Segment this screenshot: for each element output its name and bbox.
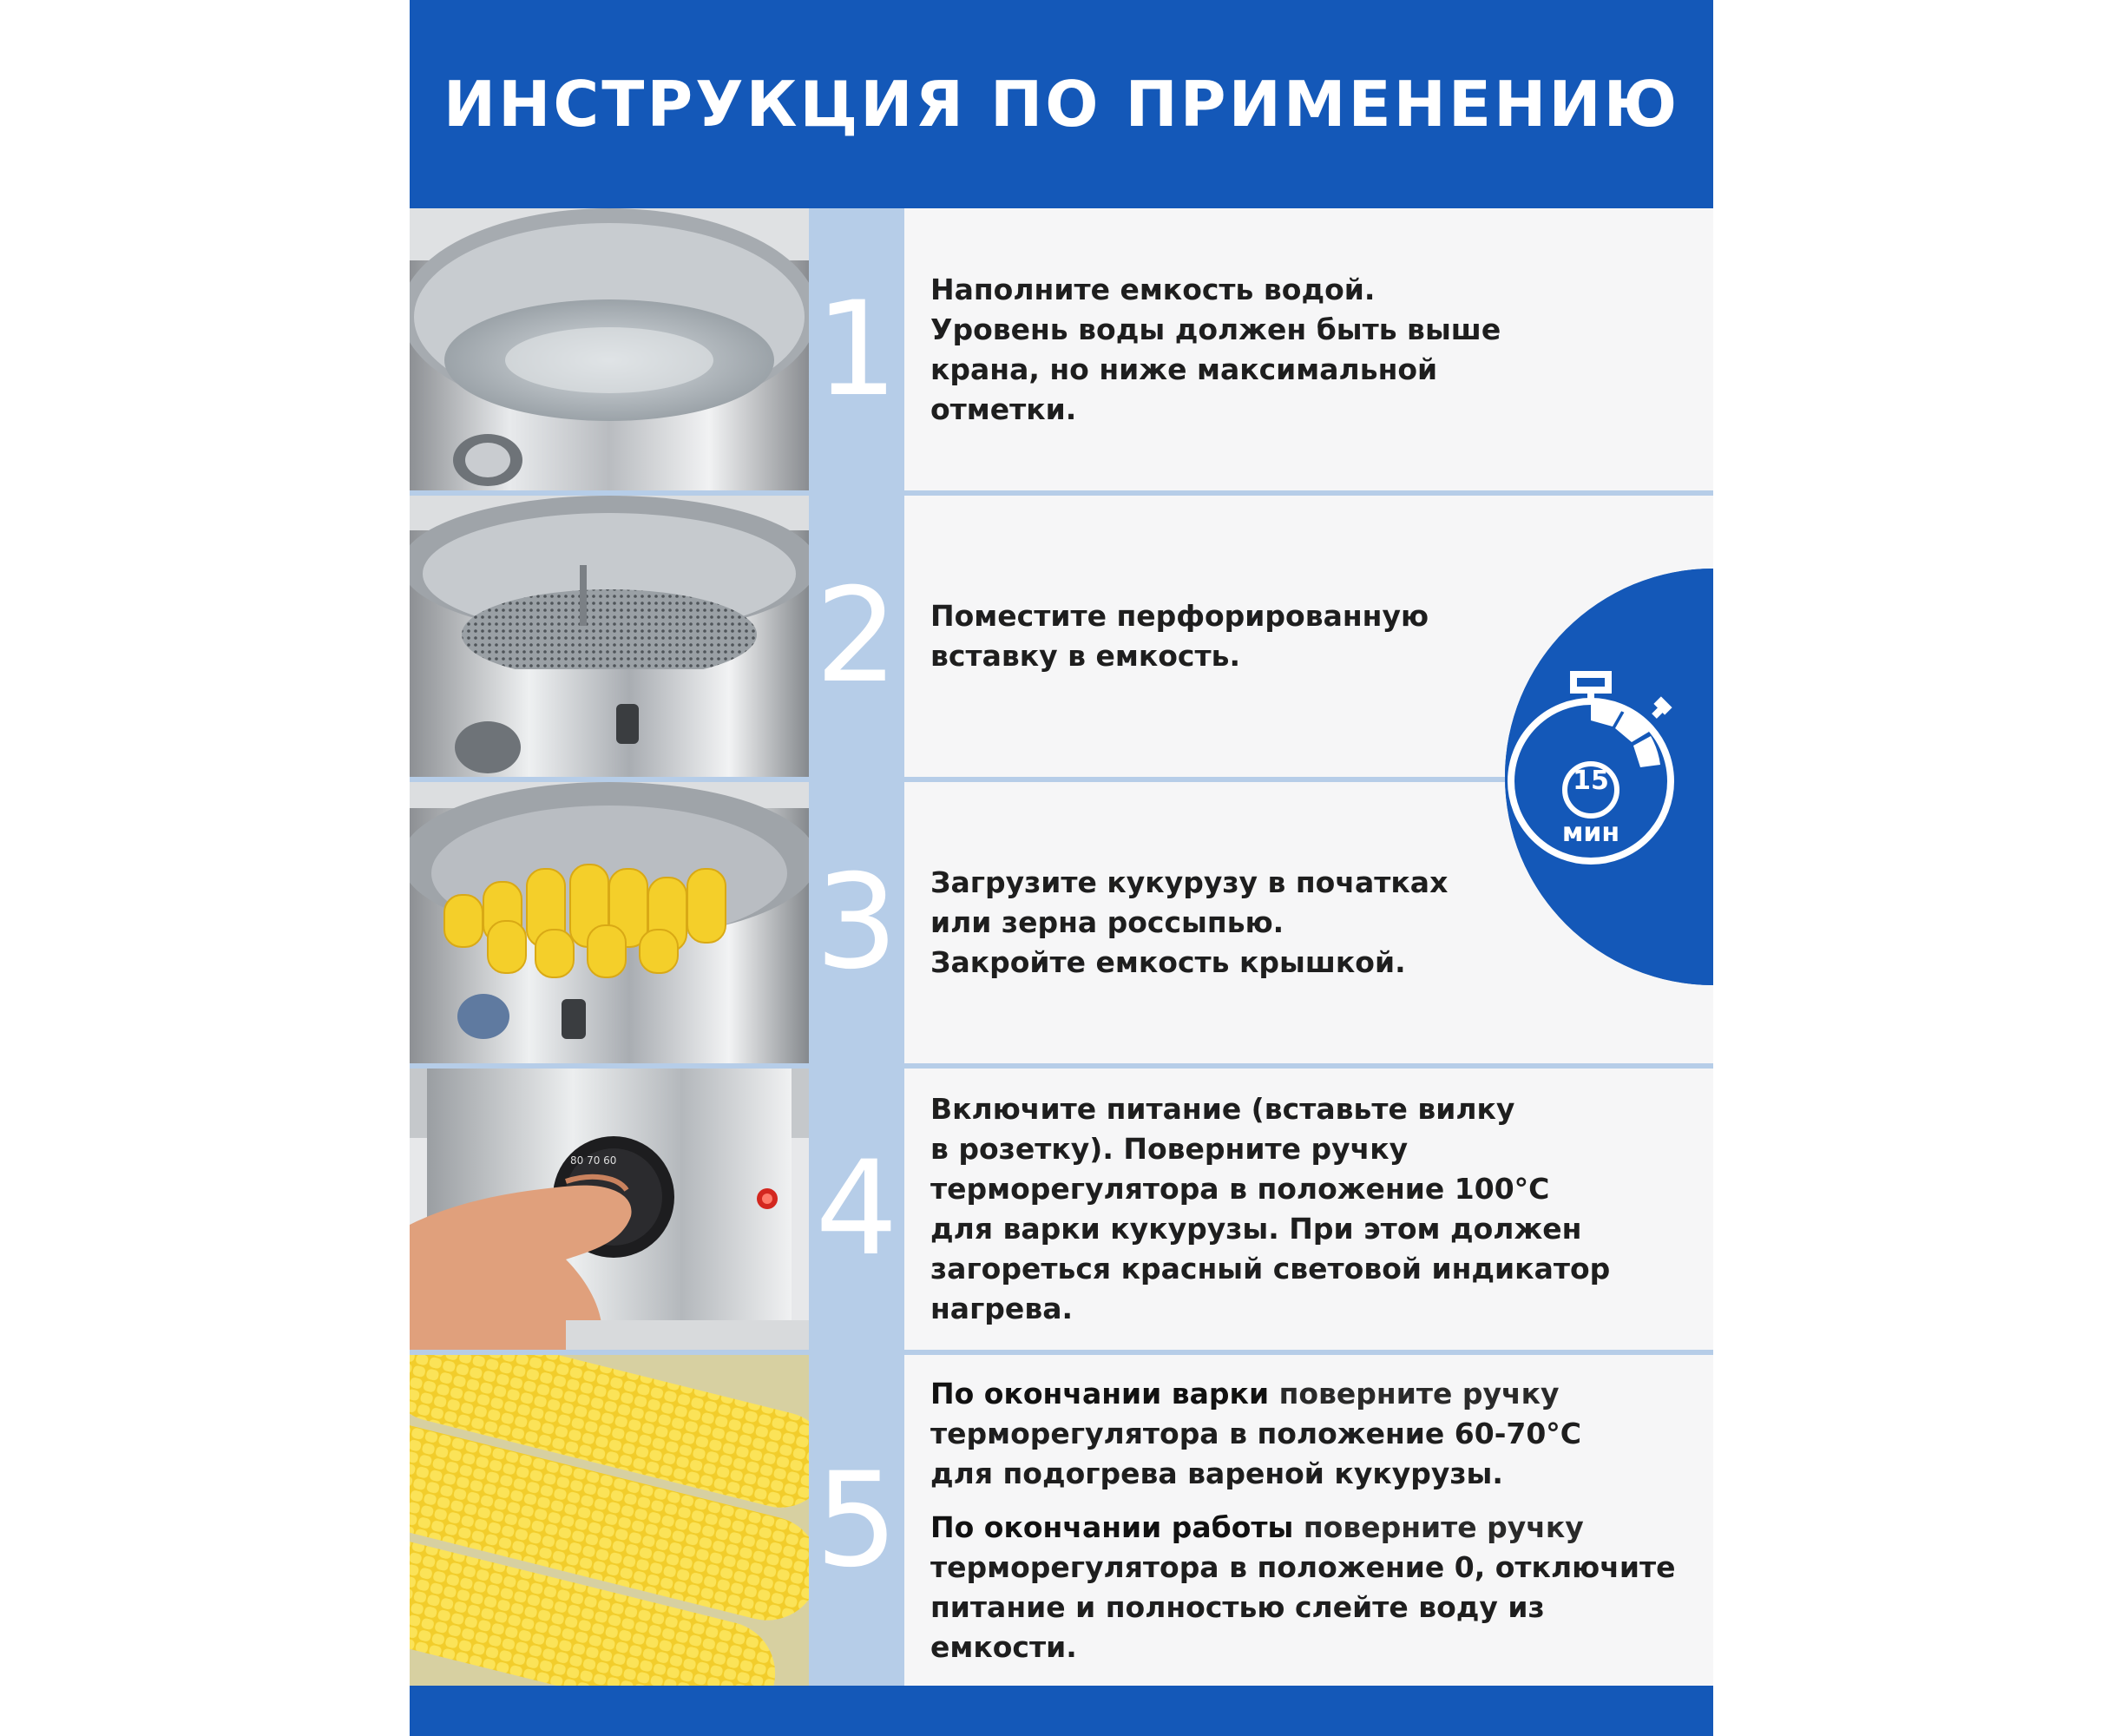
step-4-number: 4 (815, 1134, 898, 1285)
timer-value: 15 (1573, 766, 1609, 796)
step-5-number: 5 (815, 1444, 898, 1596)
step-5-line: питание и полностью слейте воду из емкости. (930, 1589, 1545, 1664)
step-1-line: Наполните емкость водой. (930, 272, 1376, 306)
step-5-text (930, 1355, 1694, 1686)
step-4-text (930, 1069, 1694, 1350)
svg-text:80 70 60: 80 70 60 (570, 1154, 617, 1167)
step-1-line: отметки. (930, 391, 1077, 426)
step-5-paragraph-1-line-1 (930, 1374, 1694, 1414)
step-1-line: Уровень воды должен быть выше (930, 312, 1501, 346)
step-1-text (930, 208, 1694, 490)
step-1 (410, 208, 1713, 490)
step-4-line: терморегулятора в положение 100°С (930, 1172, 1550, 1206)
step-1-line: крана, но ниже максимальной (930, 352, 1438, 386)
step-3-number: 3 (815, 847, 898, 998)
step-3-photo-pot-with-corn (410, 782, 809, 1063)
page-margin-right (1713, 0, 2122, 1736)
step-2-line: Поместите перфорированную (930, 599, 1429, 633)
step-5-text-fragment: поверните ручку (1293, 1509, 1584, 1544)
step-1-photo-empty-pot (410, 208, 809, 490)
timer-unit: мин (1561, 818, 1620, 848)
step-1-number: 1 (815, 273, 898, 425)
step-3-number-column (809, 782, 904, 1063)
step-4-number-column (809, 1069, 904, 1350)
step-2-photo-perforated-insert (410, 496, 809, 777)
step-5-line: терморегулятора в положение 60-70°С (930, 1416, 1582, 1450)
header-banner (410, 0, 1713, 208)
footer-bar (410, 1686, 1713, 1736)
step-5-line: терморегулятора в положение 0, отключите (930, 1549, 1676, 1584)
step-5-emphasis: По окончании работы (930, 1509, 1294, 1544)
step-5-number-column (809, 1355, 904, 1686)
page-title: ИНСТРУКЦИЯ ПО ПРИМЕНЕНИЮ (443, 68, 1680, 141)
step-4-line: для варки кукурузы. При этом должен (930, 1212, 1582, 1246)
step-4-photo-hand-on-knob (410, 1069, 809, 1350)
step-1-number-column (809, 208, 904, 490)
step-5-photo-boiled-corn (410, 1355, 809, 1686)
step-4-line: нагрева. (930, 1292, 1074, 1325)
step-5-line: для подогрева вареной кукурузы. (930, 1456, 1503, 1490)
paragraph-spacer (930, 1494, 1694, 1508)
step-3-line: или зерна россыпью. (930, 905, 1284, 939)
step-2-number: 2 (815, 561, 898, 712)
step-4-line: в розетку). Поверните ручку (930, 1132, 1409, 1166)
step-5 (410, 1355, 1713, 1686)
step-4 (410, 1069, 1713, 1350)
step-5-emphasis: По окончании варки (930, 1376, 1270, 1410)
step-3-line: Закройте емкость крышкой. (930, 945, 1406, 979)
step-4-line: загореться красный световой индикатор (930, 1252, 1611, 1286)
step-2-line: вставку в емкость. (930, 639, 1241, 673)
step-2-number-column (809, 496, 904, 777)
step-5-paragraph-2-line-1 (930, 1508, 1694, 1548)
step-4-line: Включите питание (вставьте вилку (930, 1092, 1515, 1126)
step-5-text-fragment: поверните ручку (1269, 1376, 1560, 1410)
step-3-line: Загрузите кукурузу в початках (930, 865, 1449, 899)
